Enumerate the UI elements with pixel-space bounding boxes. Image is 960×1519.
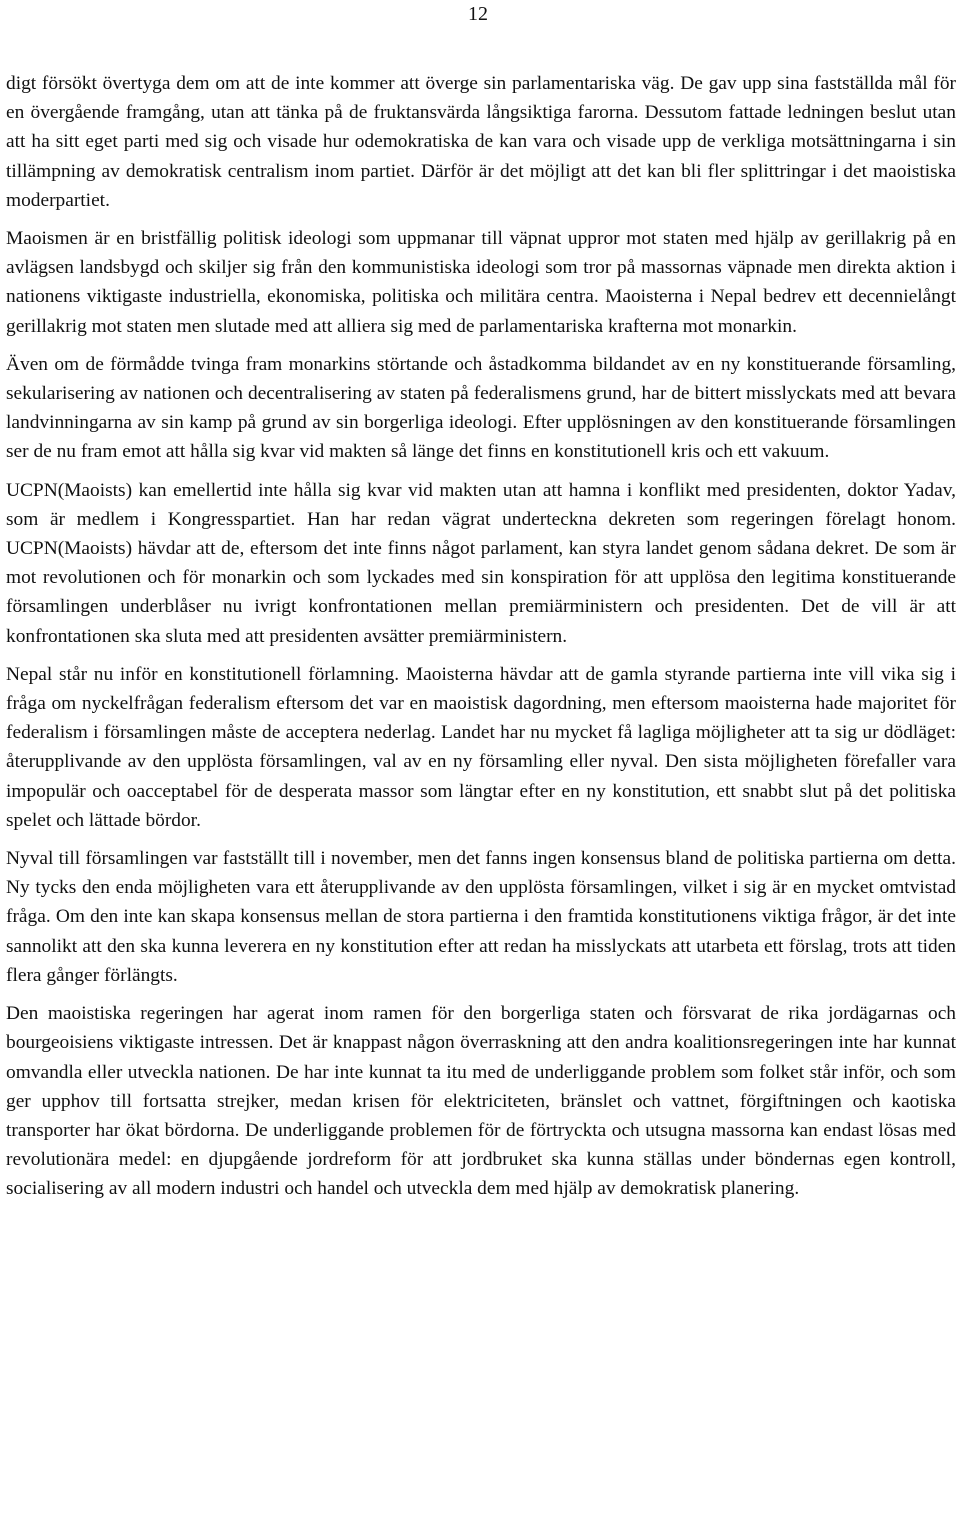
paragraph: UCPN(Maoists) kan emellertid inte hålla sig kvar vid makten utan att hamna i konflikt med presidenten, doktor Yadav, som är medlem i Kongresspartiet. Han har redan vägrat underteckna dekreten som regeringen förelagt honom. UCPN(Maoists) hävdar att de, eftersom det inte finns något parlament, kan styra landet genom sådana dekret. De som är mot revolutionen och för monarkin och som lyckades med sin konspiration för att upplösa den legitima konstituerande församlingen underblåser nu ivrigt konfrontationen mellan premiärministern och presidenten. Det de vill är att konfrontationen ska sluta med att presidenten avsätter premiärministern. <box>6 479 956 647</box>
paragraph: Även om de förmådde tvinga fram monarkins störtande och åstadkomma bildandet av en ny konstituerande församling, sekularisering av nationen och decentralisering av staten på federalismens grund, har de bittert misslyckats med att bevara landvinningarna av sin kamp på grund av sin borgerliga ideologi. Efter upplösningen av den konstituerande församlingen ser de nu fram emot att hålla sig kvar vid makten så länge det finns en konstitutionell kris och ett vakuum. <box>6 353 956 463</box>
document-body <box>6 69 956 1213</box>
paragraph: Maoismen är en bristfällig politisk ideologi som uppmanar till väpnat uppror mot staten med hjälp av gerillakrig på en avlägsen landsbygd och skiljer sig från den kommunistiska ideologi som tror på massornas väpnade men direkta aktion i nationens viktigaste industriella, ekonomiska, politiska och militära centra. Maoisterna i Nepal bedrev ett decennielångt gerillakrig mot staten men slutade med att alliera sig med de parlamentariska krafterna mot monarkin. <box>6 228 956 337</box>
paragraph: Den maoistiska regeringen har agerat inom ramen för den borgerliga staten och försvarat de rika jordägarnas och bourgeoisiens viktigaste intressen. Det är knappast någon överraskning att den andra koalitionsregeringen inte har kunnat omvandla eller utveckla nationen. De har inte kunnat ta itu med de underliggande problem som folket står inför, och som ger upphov till fortsatta strejker, medan krisen för elektriciteten, bränslet och vattnet, förgiftningen och kaotiska transporter har ökat bördorna. De underliggande problemen för de förtryckta och utsugna massorna kan endast lösas med revolutionära medel: en djupgående jordreform för att jordbruket ska kunna ställas under böndernas egen kontroll, socialisering av all modern industri och handel och utveckla dem med hjälp av demokratisk planering. <box>6 1003 956 1200</box>
paragraph: Nepal står nu inför en konstitutionell förlamning. Maoisterna hävdar att de gamla styrande partierna inte vill vika sig i fråga om nyckelfrågan federalism eftersom det var en maoistisk dagordning, men eftersom maoisterna hade majoritet för federalism i församlingen måste de acceptera nederlag. Landet har nu mycket få lagliga möjligheter att ta sig ur dödläget: återupplivande av den upplösta församlingen, val av en ny församling eller nyval. Den sista möjligheten förefaller vara impopulär och oacceptabel för de desperata massor som längtar efter en ny konstitution, ett snabbt slut på det politiska spelet och lättade bördor. <box>6 663 956 831</box>
paragraph: Nyval till församlingen var fastställt till i november, men det fanns ingen konsensus bland de politiska partierna om detta. Ny tycks den enda möjligheten vara ett återupplivande av den upplösta församlingen, vilket i sig är en mycket omtvistad fråga. Om den inte kan skapa konsensus mellan de stora partierna i den framtida konstitutionens viktiga frågor, är det inte sannolikt att den ska kunna leverera en ny konstitution efter att redan ha misslyckats att utarbeta ett förslag, trots att tiden flera gånger förlängts. <box>6 848 956 986</box>
paragraph: digt försökt övertyga dem om att de inte kommer att överge sin parlamentariska väg. De gav upp sina fastställda mål för en övergående framgång, utan att tänka på de fruktansvärda långsiktiga farorna. Dessutom fattade ledningen beslut utan att ha sitt eget parti med sig och visade hur odemokratiska de kan vara och visade upp de verkliga motsättningarna i sin tillämpning av demokratisk centralism inom partiet. Därför är det möjligt att det kan bli fler splittringar i det maoistiska moderpartiet. <box>6 73 956 211</box>
page-number: 12 <box>468 3 488 25</box>
